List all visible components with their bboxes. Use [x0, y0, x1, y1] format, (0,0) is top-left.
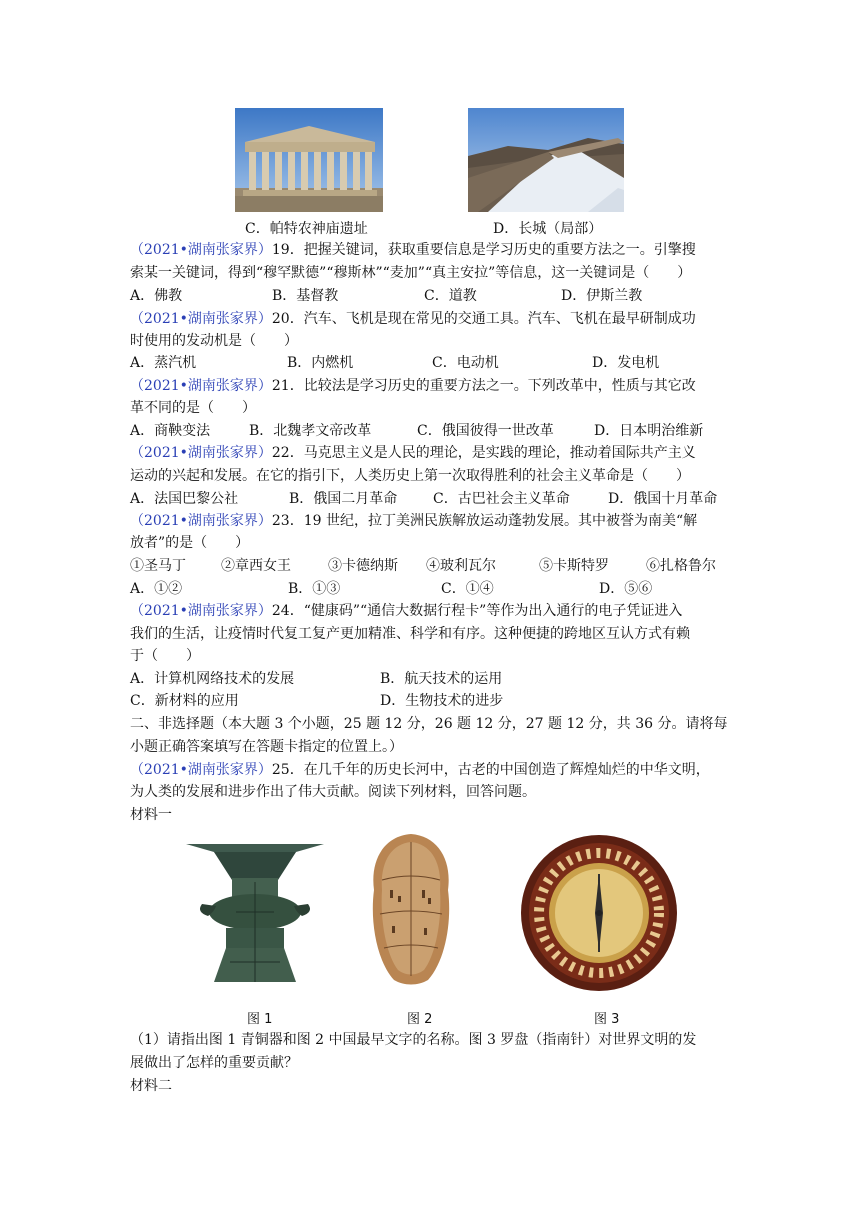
sub-question-1-line-2: 展做出了怎样的重要贡献？	[130, 1055, 298, 1071]
q21-option-b[interactable]: B．北魏孝文帝改革	[249, 423, 372, 439]
q22-option-b[interactable]: B．俄国二月革命	[289, 491, 398, 507]
question-25-line-1: （2021•湖南张家界）25．在几千年的历史长河中，古老的中国创造了辉煌灿烂的中华文明，	[130, 762, 710, 778]
question-19-line-1: （2021•湖南张家界）19．把握关键词，获取重要信息是学习历史的重要方法之一。引擎搜	[130, 242, 696, 258]
question-22-line-1: （2021•湖南张家界）22．马克思主义是人民的理论，是实践的理论，推动着国际共产主义	[130, 445, 696, 461]
figure-3-caption: 图 3	[594, 1012, 620, 1027]
question-21-line-2: 革不同的是（ ）	[130, 400, 256, 416]
question-21-line-1: （2021•湖南张家界）21．比较法是学习历史的重要方法之一。下列改革中，性质与其它改	[130, 378, 696, 394]
question-24-line-3: 于（ ）	[130, 648, 200, 664]
q23-choice-5: ⑤卡斯特罗	[539, 558, 609, 574]
question-19-line-2: 索某一关键词，得到“穆罕默德”“穆斯林”“麦加”“真主安拉”等信息，这一关键词是（ ）	[130, 265, 692, 281]
q20-option-a[interactable]: A．蒸汽机	[130, 355, 197, 371]
question-source: （2021•湖南张家界）	[130, 603, 272, 619]
question-24-line-1: （2021•湖南张家界）24．“健康码”“通信大数据行程卡”等作为出入通行的电子凭证进入	[130, 603, 683, 619]
question-source: （2021•湖南张家界）	[130, 378, 272, 394]
q20-option-d[interactable]: D．发电机	[592, 355, 660, 371]
q20-option-c[interactable]: C．电动机	[432, 355, 499, 371]
question-25-line-2: 为人类的发展和进步作出了伟大贡献。阅读下列材料，回答问题。	[130, 784, 536, 800]
q24-option-d[interactable]: D．生物技术的进步	[380, 693, 504, 709]
section-2-heading-line-2: 小题正确答案填写在答题卡指定的位置上。）	[130, 739, 403, 755]
question-23-line-1: （2021•湖南张家界）23．19 世纪，拉丁美洲民族解放运动蓬勃发展。其中被誉为南美“解	[130, 513, 698, 529]
q19-option-c[interactable]: C．道教	[424, 288, 477, 304]
oracle-bone-image	[368, 830, 454, 988]
sub-question-1-line-1: （1）请指出图 1 青铜器和图 2 中国最早文字的名称。图 3 罗盘（指南针）对世界文明的发	[130, 1032, 697, 1048]
q22-option-a[interactable]: A．法国巴黎公社	[130, 491, 239, 507]
q21-option-a[interactable]: A．商鞅变法	[130, 423, 211, 439]
q23-choice-1: ①圣马丁	[130, 558, 186, 574]
figure-2-caption: 图 2	[407, 1012, 433, 1027]
option-c-caption: C．帕特农神庙遗址	[245, 221, 368, 237]
q21-option-d[interactable]: D．日本明治维新	[594, 423, 704, 439]
question-source: （2021•湖南张家界）	[130, 445, 272, 461]
question-source: （2021•湖南张家界）	[130, 513, 272, 529]
q20-option-b[interactable]: B．内燃机	[287, 355, 354, 371]
parthenon-image	[235, 108, 383, 212]
question-23-line-2: 放者”的是（ ）	[130, 535, 250, 551]
q24-option-a[interactable]: A．计算机网络技术的发展	[130, 671, 295, 687]
q23-option-d[interactable]: D．⑤⑥	[599, 581, 653, 597]
question-22-line-2: 运动的兴起和发展。在它的指引下，人类历史上第一次取得胜利的社会主义革命是（ ）	[130, 468, 690, 484]
q23-choice-3: ③卡德纳斯	[328, 558, 398, 574]
question-24-line-2: 我们的生活，让疫情时代复工复产更加精准、科学和有序。这种便捷的跨地区互认方式有赖	[130, 626, 690, 642]
question-source: （2021•湖南张家界）	[130, 311, 272, 327]
q23-choice-6: ⑥扎格鲁尔	[646, 558, 716, 574]
compass-image	[519, 832, 679, 994]
q23-option-c[interactable]: C．①④	[441, 581, 494, 597]
q23-choice-4: ④玻利瓦尔	[426, 558, 496, 574]
question-source: （2021•湖南张家界）	[130, 242, 272, 258]
q23-choice-2: ②章西女王	[221, 558, 291, 574]
q19-option-b[interactable]: B．基督教	[272, 288, 339, 304]
q23-option-b[interactable]: B．①③	[288, 581, 341, 597]
option-d-caption: D．长城（局部）	[493, 221, 603, 237]
bronze-vessel-image	[184, 838, 326, 986]
q19-option-d[interactable]: D．伊斯兰教	[561, 288, 643, 304]
q19-option-a[interactable]: A．佛教	[130, 288, 183, 304]
material-2-label: 材料二	[130, 1078, 172, 1094]
question-20-line-2: 时使用的发动机是（ ）	[130, 333, 298, 349]
section-2-heading-line-1: 二、非选择题（本大题 3 个小题，25 题 12 分，26 题 12 分，27 题 12 分，共 36 分。请将每	[130, 716, 728, 732]
question-20-line-1: （2021•湖南张家界）20．汽车、飞机是现在常见的交通工具。汽车、飞机在最早研制成功	[130, 311, 696, 327]
figure-1-caption: 图 1	[247, 1012, 273, 1027]
q21-option-c[interactable]: C．俄国彼得一世改革	[417, 423, 554, 439]
q22-option-d[interactable]: D．俄国十月革命	[608, 491, 718, 507]
q22-option-c[interactable]: C．古巴社会主义革命	[433, 491, 570, 507]
material-1-label: 材料一	[130, 807, 172, 823]
q24-option-c[interactable]: C．新材料的应用	[130, 693, 239, 709]
q24-option-b[interactable]: B．航天技术的运用	[380, 671, 503, 687]
question-source: （2021•湖南张家界）	[130, 762, 272, 778]
q23-option-a[interactable]: A．①②	[130, 581, 183, 597]
great-wall-image	[468, 108, 624, 212]
